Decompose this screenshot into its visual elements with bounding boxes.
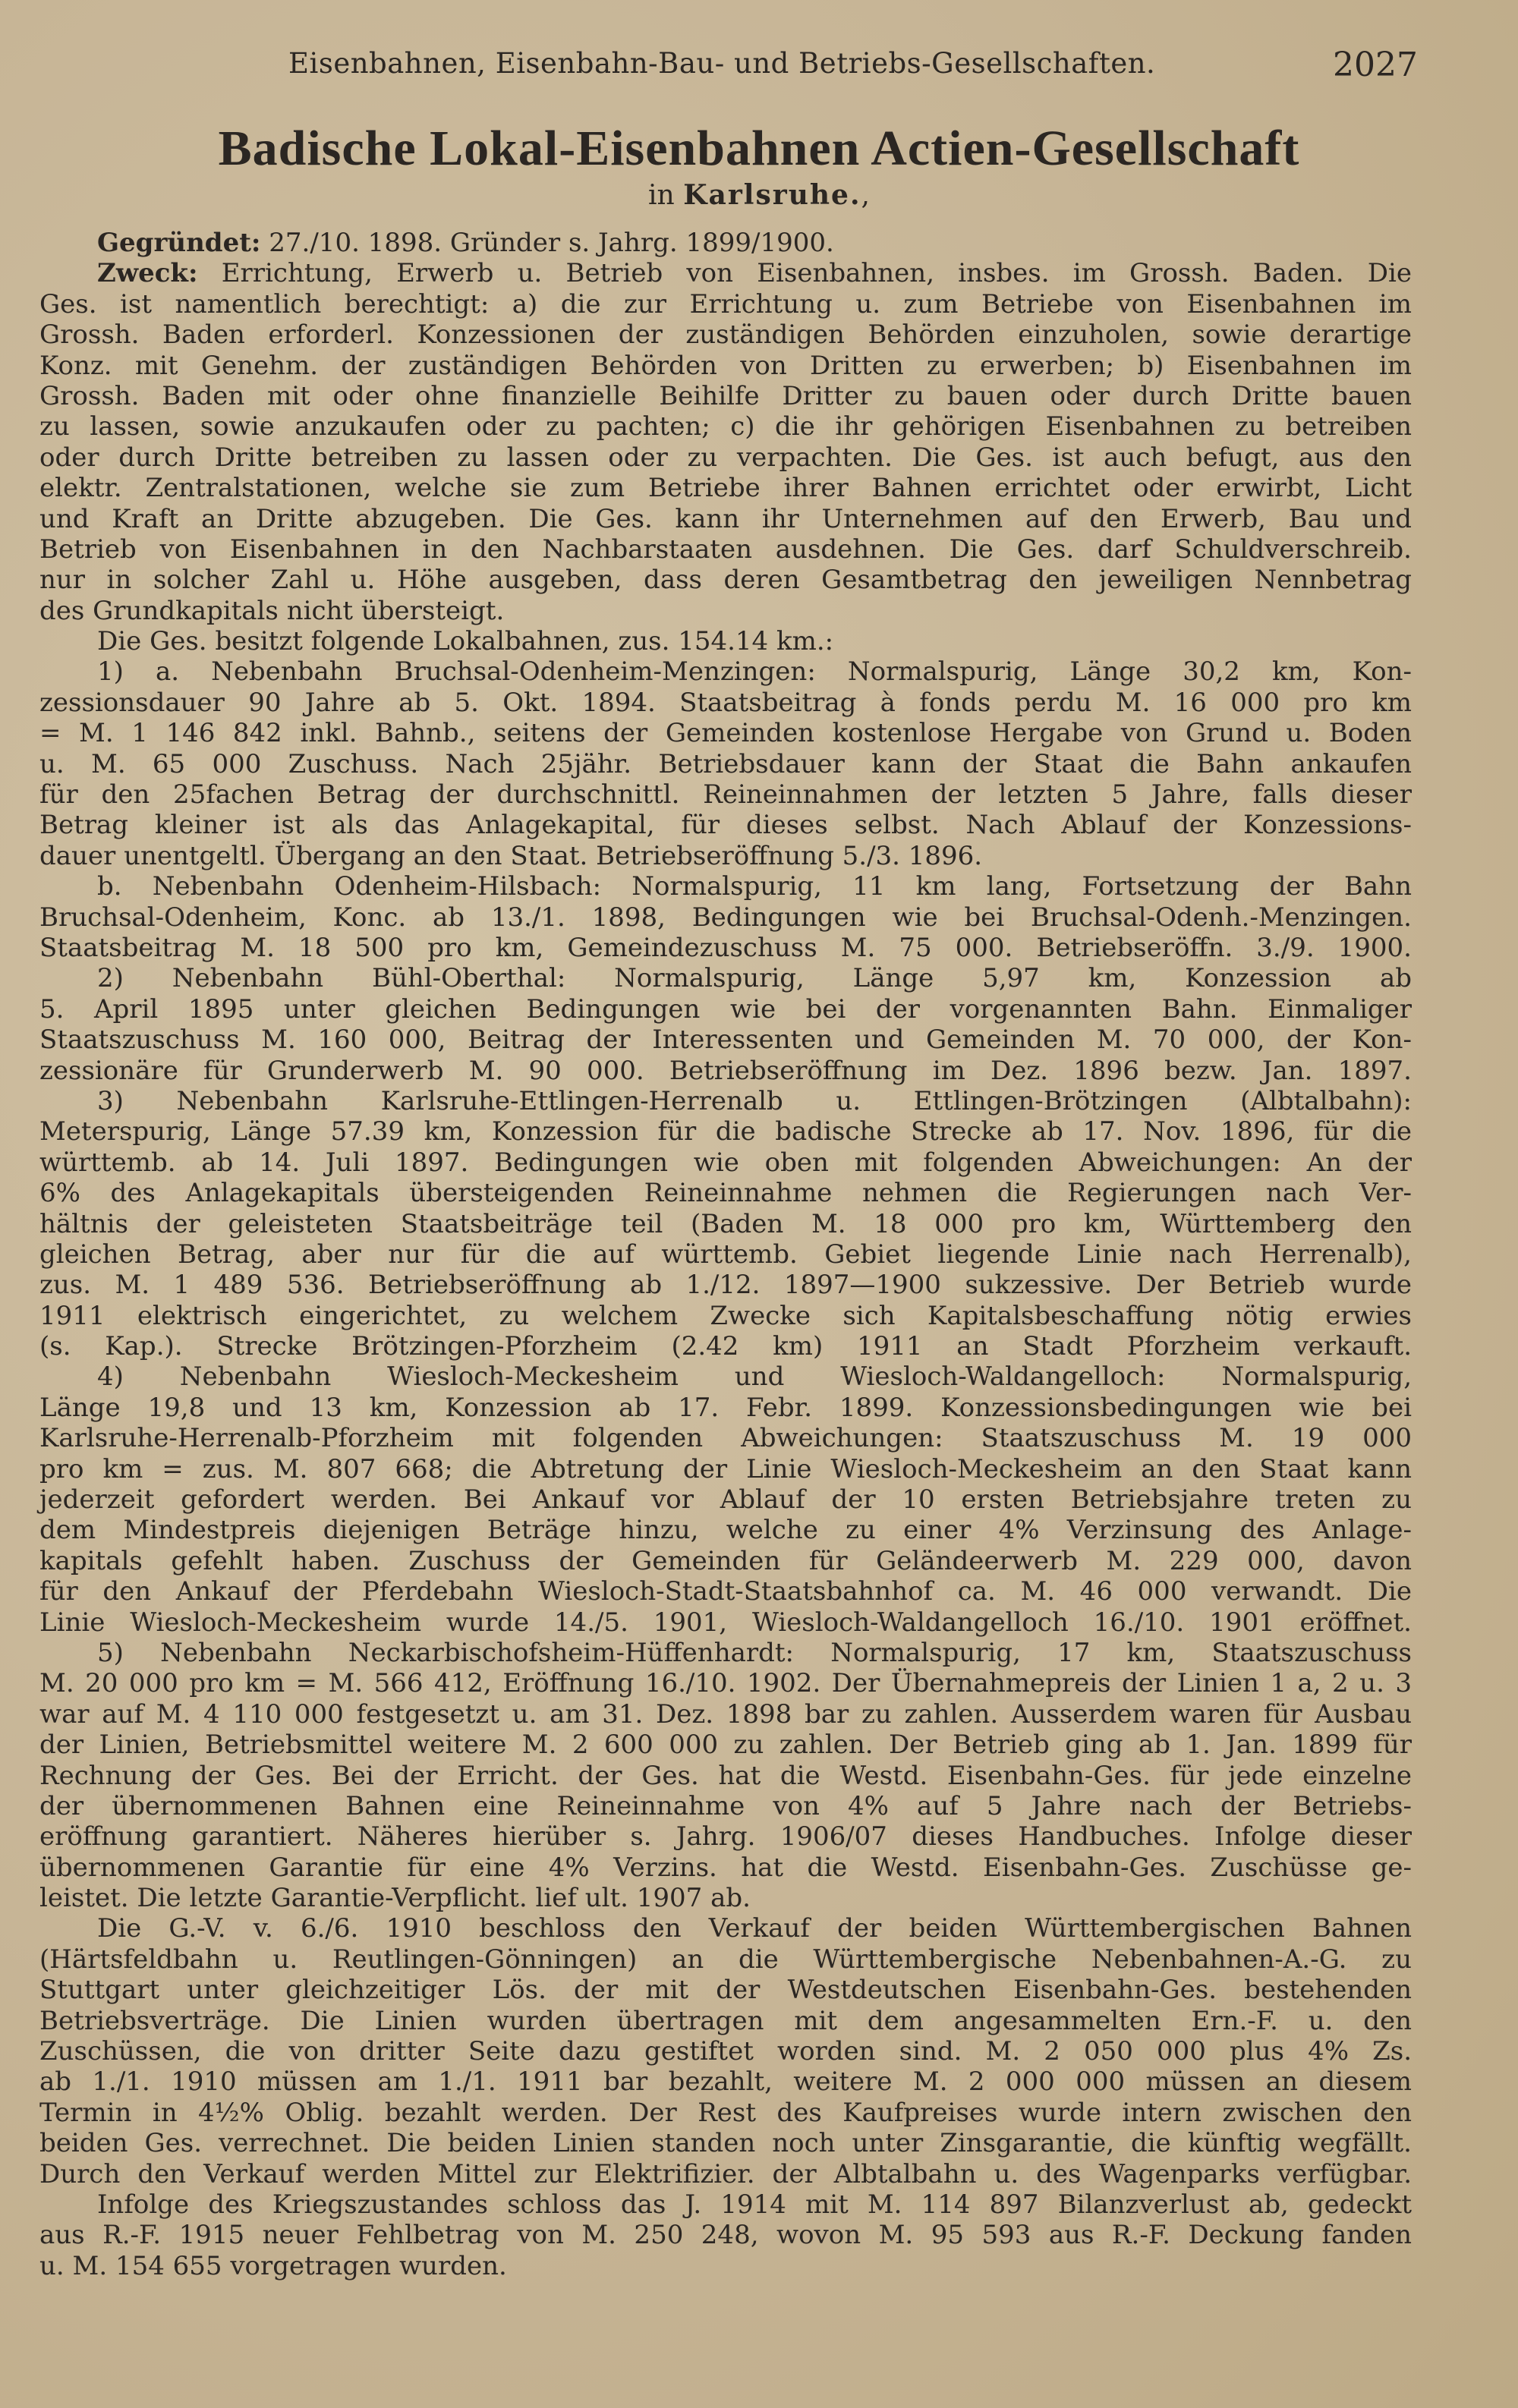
body-line: Grossh. Baden mit oder ohne finanzielle Beihilfe Dritter zu bauen oder durch Dritte bauen xyxy=(39,380,1412,411)
purpose-line xyxy=(39,258,1412,288)
body-line: der Linien, Betriebsmittel weitere M. 2 600 000 zu zahlen. Der Betrieb ging ab 1. Jan. 1899 für xyxy=(39,1730,1412,1761)
purpose-label: Zweck: xyxy=(97,258,198,289)
body-line: (Härtsfeldbahn u. Reutlingen-Gönningen) an die Württembergische Nebenbahnen-A.-G. zu xyxy=(39,1944,1412,1975)
body-line: Termin in 4½% Oblig. bezahlt werden. Der Rest des Kaufpreises wurde intern zwischen den xyxy=(39,2097,1412,2128)
body-line: 1) a. Nebenbahn Bruchsal-Odenheim-Menzingen: Normalspurig, Länge 30,2 km, Kon- xyxy=(97,656,1412,688)
body-line: zu lassen, sowie anzukaufen oder zu pachten; c) die ihr gehörigen Eisenbahnen zu betreiben xyxy=(39,411,1412,442)
body-line: Stuttgart unter gleichzeitiger Lös. der mit der Westdeutschen Eisenbahn-Ges. bestehenden xyxy=(39,1975,1412,2006)
page-number: 2027 xyxy=(1333,46,1418,84)
body-line: Infolge des Kriegszustandes schloss das J. 1914 mit M. 114 897 Bilanzverlust ab, gedeckt xyxy=(97,2189,1412,2220)
body-line: Bruchsal-Odenheim, Konc. ab 13./1. 1898, Bedingungen wie bei Bruchsal-Odenh.-Menzingen. xyxy=(39,902,1412,933)
body-line: dem Mindestpreis diejenigen Beträge hinzu, welche zu einer 4% Verzinsung des Anlage- xyxy=(39,1515,1412,1546)
body-line: zessionäre für Grunderwerb M. 90 000. Betriebseröffnung im Dez. 1896 bezw. Jan. 1897. xyxy=(39,1055,1412,1086)
company-location xyxy=(0,179,1518,211)
body-line: Betrieb von Eisenbahnen in den Nachbarstaaten ausdehnen. Die Ges. darf Schuldverschreib. xyxy=(39,534,1412,565)
body-line: 6% des Anlagekapitals übersteigenden Reineinnahme nehmen die Regierungen nach Ver- xyxy=(39,1178,1412,1209)
body-line: jederzeit gefordert werden. Bei Ankauf vor Ablauf der 10 ersten Betriebsjahre treten zu xyxy=(39,1484,1412,1516)
purpose-text: Errichtung, Erwerb u. Betrieb von Eisenbahnen, insbes. im Grossh. Baden. Die xyxy=(221,258,1412,289)
body-line: 2) Nebenbahn Bühl-Oberthal: Normalspurig, Länge 5,97 km, Konzession ab xyxy=(97,963,1412,994)
company-title: Badische Lokal-Eisenbahnen Actien-Gesellschaft xyxy=(218,121,1300,176)
founded-line xyxy=(39,228,1412,258)
body-line: und Kraft an Dritte abzugeben. Die Ges. kann ihr Unternehmen auf den Erwerb, Bau und xyxy=(39,503,1412,534)
body-line: Linie Wiesloch-Meckesheim wurde 14./5. 1901, Wiesloch-Waldangelloch 16./10. 1901 eröffnet. xyxy=(39,1607,1412,1638)
body-line: zessionsdauer 90 Jahre ab 5. Okt. 1894. Staatsbeitrag à fonds perdu M. 16 000 pro km xyxy=(39,687,1412,718)
body-line: (s. Kap.). Strecke Brötzingen-Pforzheim (2.42 km) 1911 an Stadt Pforzheim verkauft. xyxy=(39,1331,1412,1362)
running-head: Eisenbahnen, Eisenbahn-Bau- und Betriebs-Gesellschaften. xyxy=(288,47,1156,80)
body-line: württemb. ab 14. Juli 1897. Bedingungen wie oben mit folgenden Abweichungen: An der xyxy=(39,1147,1412,1178)
body-line: Betriebsverträge. Die Linien wurden übertragen mit dem angesammelten Ern.-F. u. den xyxy=(39,2005,1412,2036)
body-line: gleichen Betrag, aber nur für die auf württemb. Gebiet liegende Linie nach Herrenalb), xyxy=(39,1239,1412,1270)
body-line: ab 1./1. 1910 müssen am 1./1. 1911 bar bezahlt, weitere M. 2 000 000 müssen an diesem xyxy=(39,2066,1412,2098)
body-line: u. M. 65 000 Zuschuss. Nach 25jähr. Betriebsdauer kann der Staat die Bahn ankaufen xyxy=(39,748,1412,779)
body-line: Staatsbeitrag M. 18 500 pro km, Gemeindezuschuss M. 75 000. Betriebseröffn. 3./9. 1900. xyxy=(39,932,1412,963)
founded-label: Gegründet: xyxy=(97,228,261,258)
body-line: beiden Ges. verrechnet. Die beiden Linien standen noch unter Zinsgarantie, die künftig wegfällt. xyxy=(39,2128,1412,2159)
founded-text: 27./10. 1898. Gründer s. Jahrg. 1899/1900. xyxy=(269,228,834,258)
body-line: Die G.-V. v. 6./6. 1910 beschloss den Verkauf der beiden Württembergischen Bahnen xyxy=(97,1913,1412,1944)
body-line: Staatszuschuss M. 160 000, Beitrag der Interessenten und Gemeinden M. 70 000, der Kon- xyxy=(39,1025,1412,1056)
body-line: übernommenen Garantie für eine 4% Verzins. hat die Westd. Eisenbahn-Ges. Zuschüsse ge- xyxy=(39,1852,1412,1883)
body-line: 1911 elektrisch eingerichtet, zu welchem Zwecke sich Kapitalsbeschaffung nötig erwies xyxy=(39,1300,1412,1331)
body-line: dauer unentgeltl. Übergang an den Staat. Betriebseröffnung 5./3. 1896. xyxy=(39,840,983,871)
body-line: pro km = zus. M. 807 668; die Abtretung der Linie Wiesloch-Meckesheim an den Staat kann xyxy=(39,1453,1412,1484)
body-line: eröffnung garantiert. Näheres hierüber s. Jahrg. 1906/07 dieses Handbuches. Infolge dieser xyxy=(39,1821,1412,1852)
body-line: war auf M. 4 110 000 festgesetzt u. am 31. Dez. 1898 bar zu zahlen. Ausserdem waren für Ausbau xyxy=(39,1698,1412,1730)
body-line: = M. 1 146 842 inkl. Bahnb., seitens der Gemeinden kostenlose Hergabe von Grund u. Boden xyxy=(39,718,1412,749)
location-suffix: , xyxy=(861,180,870,211)
body-line: nur in solcher Zahl u. Höhe ausgeben, dass deren Gesamtbetrag den jeweiligen Nennbetrag xyxy=(39,565,1412,596)
body-line: 3) Nebenbahn Karlsruhe-Ettlingen-Herrenalb u. Ettlingen-Brötzingen (Albtalbahn): xyxy=(97,1085,1412,1116)
body-line: für den Ankauf der Pferdebahn Wiesloch-Stadt-Staatsbahnhof ca. M. 46 000 verwandt. Die xyxy=(39,1576,1412,1607)
body-line: Karlsruhe-Herrenalb-Pforzheim mit folgenden Abweichungen: Staatszuschuss M. 19 000 xyxy=(39,1423,1412,1454)
body-line: Grossh. Baden erforderl. Konzessionen der zuständigen Behörden einzuholen, sowie derartige xyxy=(39,319,1412,351)
body-line: kapitals gefehlt haben. Zuschuss der Gemeinden für Geländeerwerb M. 229 000, davon xyxy=(39,1545,1412,1576)
body-line: M. 20 000 pro km = M. 566 412, Eröffnung 16./10. 1902. Der Übernahmepreis der Linien 1 a, 2 u. 3 xyxy=(39,1668,1412,1699)
body-line: Durch den Verkauf werden Mittel zur Elektrifizier. der Albtalbahn u. des Wagenparks verfügbar. xyxy=(39,2158,1412,2189)
body-line: für den 25fachen Betrag der durchschnittl. Reineinnahmen der letzten 5 Jahre, falls dieser xyxy=(39,779,1412,811)
body-line: des Grundkapitals nicht übersteigt. xyxy=(39,595,505,626)
body-line: Betrag kleiner ist als das Anlagekapital, für dieses selbst. Nach Ablauf der Konzessions- xyxy=(39,810,1412,841)
body-line: Rechnung der Ges. Bei der Erricht. der Ges. hat die Westd. Eisenbahn-Ges. für jede einzelne xyxy=(39,1760,1412,1791)
body-line: zus. M. 1 489 536. Betriebseröffnung ab 1./12. 1897—1900 sukzessive. Der Betrieb wurde xyxy=(39,1270,1412,1301)
body-line: 5. April 1895 unter gleichen Bedingungen wie bei der vorgenannten Bahn. Einmaliger xyxy=(39,993,1412,1025)
body-line: 5) Nebenbahn Neckarbischofsheim-Hüffenhardt: Normalspurig, 17 km, Staatszuschuss xyxy=(97,1637,1412,1668)
body-line: hältnis der geleisteten Staatsbeiträge teil (Baden M. 18 000 pro km, Württemberg den xyxy=(39,1208,1412,1239)
body-line: leistet. Die letzte Garantie-Verpflicht. lief ult. 1907 ab. xyxy=(39,1883,751,1914)
body-text xyxy=(39,228,1412,2281)
body-line: Ges. ist namentlich berechtigt: a) die zur Errichtung u. zum Betriebe von Eisenbahnen im xyxy=(39,288,1412,319)
body-line: b. Nebenbahn Odenheim-Hilsbach: Normalspurig, 11 km lang, Fortsetzung der Bahn xyxy=(97,871,1412,902)
body-line: Meterspurig, Länge 57.39 km, Konzession für die badische Strecke ab 17. Nov. 1896, für die xyxy=(39,1116,1412,1147)
body-line: Länge 19,8 und 13 km, Konzession ab 17. Febr. 1899. Konzessionsbedingungen wie bei xyxy=(39,1392,1412,1423)
location-prefix: in xyxy=(648,180,675,211)
location-city: Karlsruhe. xyxy=(683,179,861,211)
body-line: Konz. mit Genehm. der zuständigen Behörden von Dritten zu erwerben; b) Eisenbahnen im xyxy=(39,350,1412,381)
body-line: Zuschüssen, die von dritter Seite dazu gestiftet worden sind. M. 2 050 000 plus 4% Zs. xyxy=(39,2036,1412,2067)
body-line: elektr. Zentralstationen, welche sie zum Betriebe ihrer Bahnen errichtet oder erwirbt, Licht xyxy=(39,473,1412,504)
body-line: der übernommenen Bahnen eine Reineinnahme von 4% auf 5 Jahre nach der Betriebs- xyxy=(39,1790,1412,1821)
body-line: u. M. 154 655 vorgetragen wurden. xyxy=(39,2250,507,2281)
body-line: aus R.-F. 1915 neuer Fehlbetrag von M. 250 248, wovon M. 95 593 aus R.-F. Deckung fanden xyxy=(39,2220,1412,2251)
body-line: Die Ges. besitzt folgende Lokalbahnen, zus. 154.14 km.: xyxy=(97,626,834,657)
body-line: oder durch Dritte betreiben zu lassen oder zu verpachten. Die Ges. ist auch befugt, aus den xyxy=(39,442,1412,473)
body-line: 4) Nebenbahn Wiesloch-Meckesheim und Wiesloch-Waldangelloch: Normalspurig, xyxy=(97,1361,1412,1393)
